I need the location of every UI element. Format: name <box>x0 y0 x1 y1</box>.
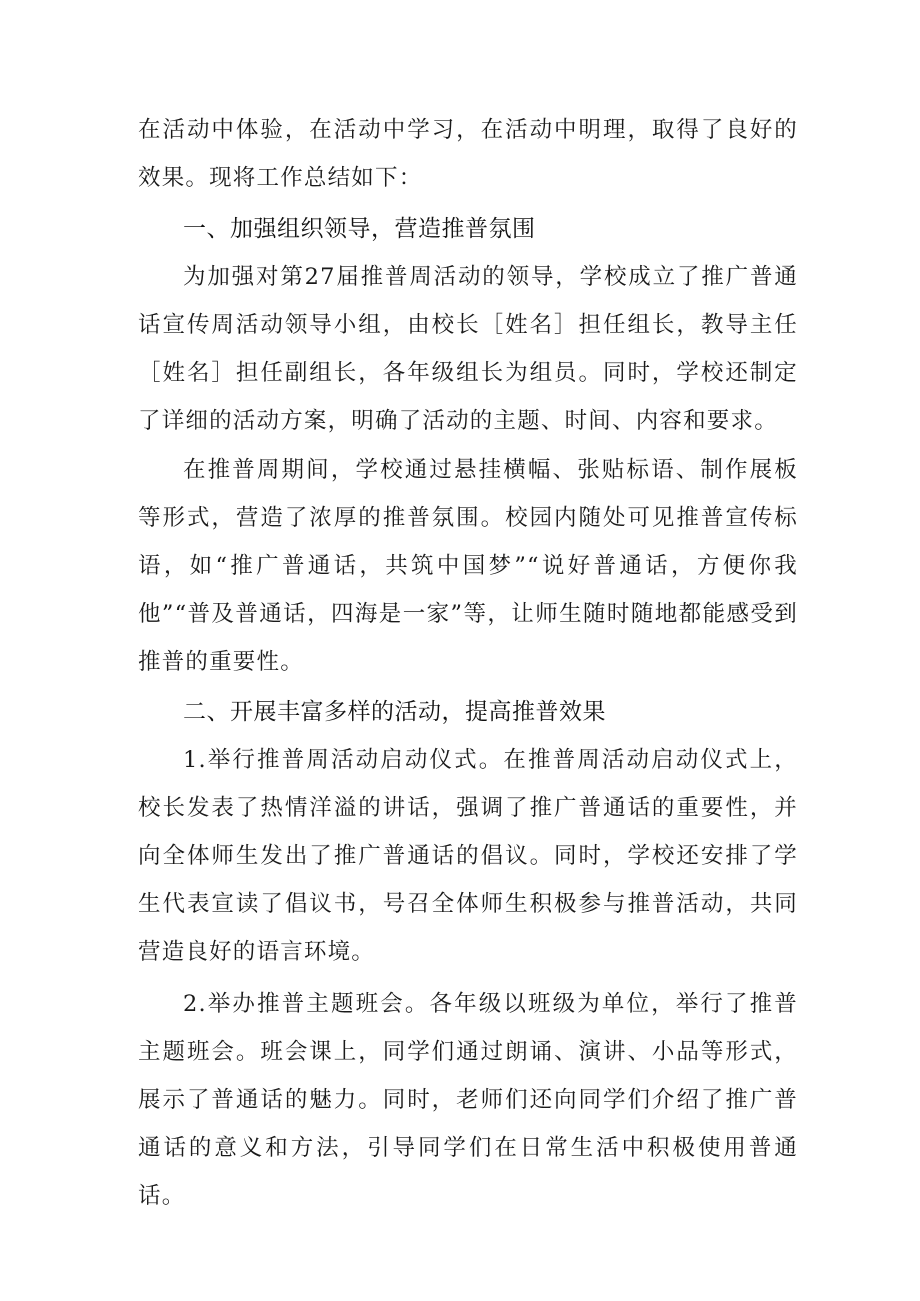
paragraph-leadership: 为加强对第27届推普周活动的领导，学校成立了推广普通话宣传周活动领导小组，由校长［姓名］担任组长，教导主任［姓名］担任副组长，各年级组长为组员。同时，学校还制定了详细的活动方案，明确了活动的主题、时间、内容和要求。 <box>138 264 798 434</box>
paragraph-launch-ceremony: 1.举行推普周活动启动仪式。在推普周活动启动仪式上，校长发表了热情洋溢的讲话，强调了推广普通话的重要性，并向全体师生发出了推广普通话的倡议。同时，学校还安排了学生代表宣读了倡议书，号召全体师生积极参与推普活动，共同营造良好的语言环境。 <box>138 747 798 965</box>
paragraph-class-meeting: 2.举办推普主题班会。各年级以班级为单位，举行了推普主题班会。班会课上，同学们通过朗诵、演讲、小品等形式，展示了普通话的魅力。同时，老师们还向同学们介绍了推广普通话的意义和方法，引导同学们在日常生活中积极使用普通话。 <box>138 991 798 1209</box>
section-heading-1: 一、加强组织领导，营造推普氛围 <box>183 216 536 242</box>
paragraph-atmosphere: 在推普周期间，学校通过悬挂横幅、张贴标语、制作展板等形式，营造了浓厚的推普氛围。校园内随处可见推普宣传标语，如“推广普通话，共筑中国梦”“说好普通话，方便你我他”“普及普通话，四海是一家”等，让师生随时随地都能感受到推普的重要性。 <box>138 457 798 675</box>
section-heading-2: 二、开展丰富多样的活动，提高推普效果 <box>183 699 606 725</box>
intro-paragraph: 在活动中体验，在活动中学习，在活动中明理，取得了良好的效果。现将工作总结如下： <box>138 117 798 191</box>
